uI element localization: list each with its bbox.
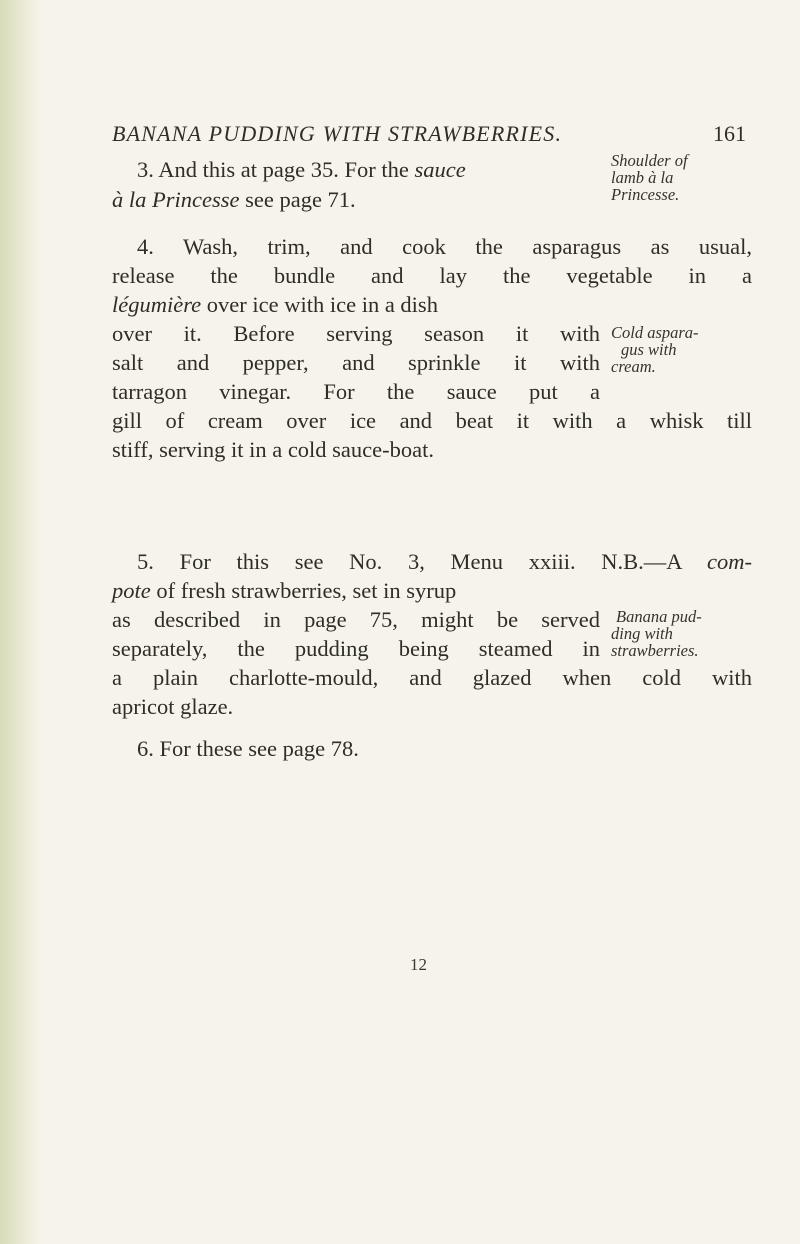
princesse-term: à la Princesse (112, 187, 240, 212)
paragraph-3-line-2: à la Princesse see page 71. (112, 187, 356, 212)
paragraph-5-line-5: a plain charlotte-mould, and glazed when cold with (112, 665, 752, 690)
paragraph-5-line-1: 5. For this see No. 3, Menu xxiii. N.B.—A com- (137, 549, 752, 574)
paragraph-4-line-8: stiff, serving it in a cold sauce-boat. (112, 437, 434, 462)
paragraph-4-line-6: tarragon vinegar. For the sauce put a (112, 379, 600, 404)
margin-note-shoulder-of-lamb: Shoulder of lamb à la Princesse. (611, 151, 688, 204)
paragraph-4-line-2: release the bundle and lay the vegetable in a (112, 263, 752, 288)
page-edge-shading (0, 0, 40, 1244)
paragraph-4-line-7: gill of cream over ice and beat it with a whisk till (112, 408, 752, 433)
paragraph-3-line-1: 3. And this at page 35. For the sauce (137, 157, 466, 182)
sauce-term: sauce (414, 157, 466, 182)
signature-mark: 12 (410, 955, 427, 974)
paragraph-5-line-2: pote of fresh strawberries, set in syrup (112, 578, 457, 603)
running-head (112, 121, 752, 151)
paragraph-5-line-4: separately, the pudding being steamed in (112, 636, 600, 661)
paragraph-6-line-1: 6. For these see page 78. (137, 736, 359, 761)
legumiere-term: légumière (112, 292, 202, 317)
paragraph-4-line-5: salt and pepper, and sprinkle it with (112, 350, 600, 375)
page-number: 161 (713, 121, 746, 146)
paragraph-5-line-6: apricot glaze. (112, 694, 234, 719)
margin-note-banana-pudding: Banana pud- ding with strawberries. (611, 607, 702, 660)
margin-note-cold-asparagus: Cold aspara- gus with cream. (611, 323, 699, 376)
running-head-title: BANANA PUDDING WITH STRAWBERRIES. (112, 121, 563, 146)
paragraph-4-line-4: over it. Before serving season it with (112, 321, 600, 346)
paragraph-5-line-3: as described in page 75, might be served (112, 607, 600, 632)
paragraph-4-line-3: légumière over ice with ice in a dish (112, 292, 438, 317)
paragraph-4-line-1: 4. Wash, trim, and cook the asparagus as usual, (137, 234, 752, 259)
compote-term: com- (707, 549, 752, 574)
